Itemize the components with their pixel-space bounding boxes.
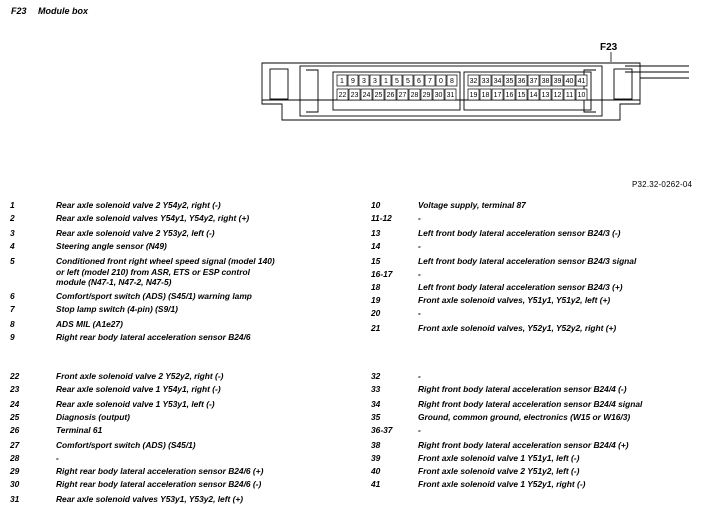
- pin-number: 1: [10, 200, 15, 210]
- pin-description: Right front body lateral acceleration sensor B24/4 (+): [418, 440, 629, 450]
- pin-number: 28: [10, 453, 20, 463]
- pin-number: 35: [371, 412, 381, 422]
- pin-number: 14: [371, 241, 381, 251]
- pin-upper-left-label: 8: [450, 78, 454, 85]
- pin-number: 24: [10, 399, 20, 409]
- pin-lower-right-label: 15: [517, 92, 526, 99]
- pin-number: 30: [10, 479, 20, 489]
- pin-lower-left-label: 22: [338, 92, 347, 99]
- pin-number: 21: [371, 323, 381, 333]
- pin-number: 7: [10, 304, 15, 314]
- pin-lower-left-label: 30: [434, 92, 443, 99]
- pin-number: 36-37: [371, 425, 393, 435]
- pin-lower-right-label: 11: [565, 92, 574, 99]
- pin-description: -: [418, 241, 421, 251]
- pin-lower-left-label: 25: [374, 92, 383, 99]
- pin-description: Right rear body lateral acceleration sensor B24/6 (+): [56, 466, 264, 476]
- header-code: F23: [11, 6, 27, 16]
- pin-description: -: [418, 371, 421, 381]
- pin-description: Right front body lateral acceleration sensor B24/4 signal: [418, 399, 643, 409]
- pin-upper-left-label: 0: [439, 78, 443, 85]
- pin-number: 10: [371, 200, 381, 210]
- pin-upper-left-label: 9: [351, 78, 355, 85]
- pin-description: Right rear body lateral acceleration sensor B24/6: [56, 332, 251, 342]
- pin-number: 9: [10, 332, 15, 342]
- pin-number: 32: [371, 371, 381, 381]
- pin-description: Comfort/sport switch (ADS) (S45/1): [56, 440, 196, 450]
- pin-lower-left-label: 26: [386, 92, 395, 99]
- pin-lower-left-label: 31: [446, 92, 455, 99]
- pin-number: 26: [10, 425, 20, 435]
- pin-description: Stop lamp switch (4-pin) (S9/1): [56, 304, 178, 314]
- pin-number: 25: [10, 412, 20, 422]
- pin-description: Front axle solenoid valve 2 Y51y2, left (-): [418, 466, 580, 476]
- pin-lower-left-label: 23: [350, 92, 359, 99]
- pin-number: 4: [10, 241, 15, 251]
- pin-description: Right rear body lateral acceleration sensor B24/6 (-): [56, 479, 262, 489]
- pin-upper-right-label: 40: [565, 78, 574, 85]
- pin-description: -: [56, 453, 59, 463]
- pin-number: 29: [10, 466, 20, 476]
- figure-reference: P32.32-0262-04: [632, 180, 693, 189]
- pin-description: Left front body lateral acceleration sensor B24/3 (-): [418, 228, 621, 238]
- pin-upper-left-label: 7: [428, 78, 432, 85]
- pin-number: 2: [10, 213, 15, 223]
- pin-description: Front axle solenoid valves, Y51y1, Y51y2, left (+): [418, 295, 611, 305]
- pin-description: Voltage supply, terminal 87: [418, 200, 526, 210]
- pin-description: Right front body lateral acceleration sensor B24/4 (-): [418, 384, 627, 394]
- pin-number: 13: [371, 228, 381, 238]
- pin-number: 11-12: [371, 213, 392, 223]
- pin-number: 33: [371, 384, 381, 394]
- connector-label: F23: [600, 42, 618, 53]
- pin-description: Rear axle solenoid valve 1 Y53y1, left (-): [56, 399, 215, 409]
- pin-lower-right-label: 13: [541, 92, 550, 99]
- pin-number: 41: [371, 479, 381, 489]
- pin-description: -: [418, 308, 421, 318]
- pin-number: 22: [10, 371, 20, 381]
- pin-number: 40: [371, 466, 381, 476]
- pin-lower-left-label: 29: [422, 92, 431, 99]
- pin-description: Rear axle solenoid valve 2 Y53y2, left (-): [56, 228, 215, 238]
- pin-number: 31: [10, 494, 20, 504]
- pin-number: 16-17: [371, 269, 393, 279]
- pin-description: Front axle solenoid valves, Y52y1, Y52y2, right (+): [418, 323, 617, 333]
- pin-upper-left-label: 5: [395, 78, 399, 85]
- pin-upper-right-label: 39: [553, 78, 562, 85]
- pin-description: Rear axle solenoid valve 1 Y54y1, right (-): [56, 384, 221, 394]
- pin-description: Left front body lateral acceleration sensor B24/3 signal: [418, 256, 637, 266]
- pin-number: 20: [371, 308, 381, 318]
- pin-number: 3: [10, 228, 15, 238]
- pin-description: Front axle solenoid valve 1 Y52y1, right (-): [418, 479, 586, 489]
- pin-description: Left front body lateral acceleration sensor B24/3 (+): [418, 282, 623, 292]
- pin-description: -: [418, 213, 421, 223]
- pin-lower-right-label: 10: [577, 92, 586, 99]
- pin-upper-left-label: 3: [373, 78, 377, 85]
- pin-upper-right-label: 37: [529, 78, 538, 85]
- pin-description: -: [418, 425, 421, 435]
- pin-number: 23: [10, 384, 20, 394]
- pin-description: Diagnosis (output): [56, 412, 130, 422]
- pin-description: Rear axle solenoid valves Y53y1, Y53y2, left (+): [56, 494, 244, 504]
- pin-description: Front axle solenoid valve 1 Y51y1, left (-): [418, 453, 580, 463]
- connector-diagram: [0, 0, 702, 200]
- pin-description: Comfort/sport switch (ADS) (S45/1) warning lamp: [56, 291, 252, 301]
- pin-description: Front axle solenoid valve 2 Y52y2, right (-): [56, 371, 224, 381]
- pin-number: 6: [10, 291, 15, 301]
- pin-lower-left-label: 24: [362, 92, 371, 99]
- pin-lower-right-label: 17: [493, 92, 502, 99]
- pin-lower-right-label: 14: [529, 92, 538, 99]
- pin-description: Conditioned front right wheel speed signal (model 140) or left (model 210) from ASR, ETS or ESP control module (N47-1, N47-2, N47-5): [56, 256, 275, 287]
- pin-upper-right-label: 34: [493, 78, 502, 85]
- pin-upper-right-label: 36: [517, 78, 526, 85]
- connector-pin-grid: [337, 75, 587, 100]
- pin-number: 38: [371, 440, 381, 450]
- pin-description: Rear axle solenoid valves Y54y1, Y54y2, right (+): [56, 213, 250, 223]
- pin-lower-right-label: 18: [481, 92, 490, 99]
- pin-upper-right-label: 38: [541, 78, 550, 85]
- pin-upper-right-label: 32: [469, 78, 478, 85]
- pin-upper-left-label: 3: [362, 78, 366, 85]
- pin-lower-left-label: 27: [398, 92, 407, 99]
- pin-upper-left-label: 1: [340, 78, 344, 85]
- pin-number: 5: [10, 256, 15, 266]
- pin-description: ADS MIL (A1e27): [56, 319, 123, 329]
- pin-upper-right-label: 33: [481, 78, 490, 85]
- pin-number: 27: [10, 440, 20, 450]
- pin-lower-right-label: 16: [505, 92, 514, 99]
- pin-number: 19: [371, 295, 381, 305]
- pin-upper-right-label: 35: [505, 78, 514, 85]
- pin-number: 15: [371, 256, 381, 266]
- pin-description: Terminal 61: [56, 425, 103, 435]
- pin-upper-right-label: 41: [577, 78, 586, 85]
- pin-number: 39: [371, 453, 381, 463]
- pin-description: -: [418, 269, 421, 279]
- header-title: Module box: [38, 6, 88, 16]
- pin-number: 34: [371, 399, 381, 409]
- pin-description: Ground, common ground, electronics (W15 or W16/3): [418, 412, 631, 422]
- pin-upper-left-label: 6: [417, 78, 421, 85]
- pin-upper-left-label: 5: [406, 78, 410, 85]
- pin-number: 8: [10, 319, 15, 329]
- pin-description: Steering angle sensor (N49): [56, 241, 167, 251]
- pin-lower-left-label: 28: [410, 92, 419, 99]
- pin-description: Rear axle solenoid valve 2 Y54y2, right (-): [56, 200, 221, 210]
- pin-lower-right-label: 12: [553, 92, 562, 99]
- pin-upper-left-label: 1: [384, 78, 388, 85]
- pin-number: 18: [371, 282, 381, 292]
- pin-lower-right-label: 19: [469, 92, 478, 99]
